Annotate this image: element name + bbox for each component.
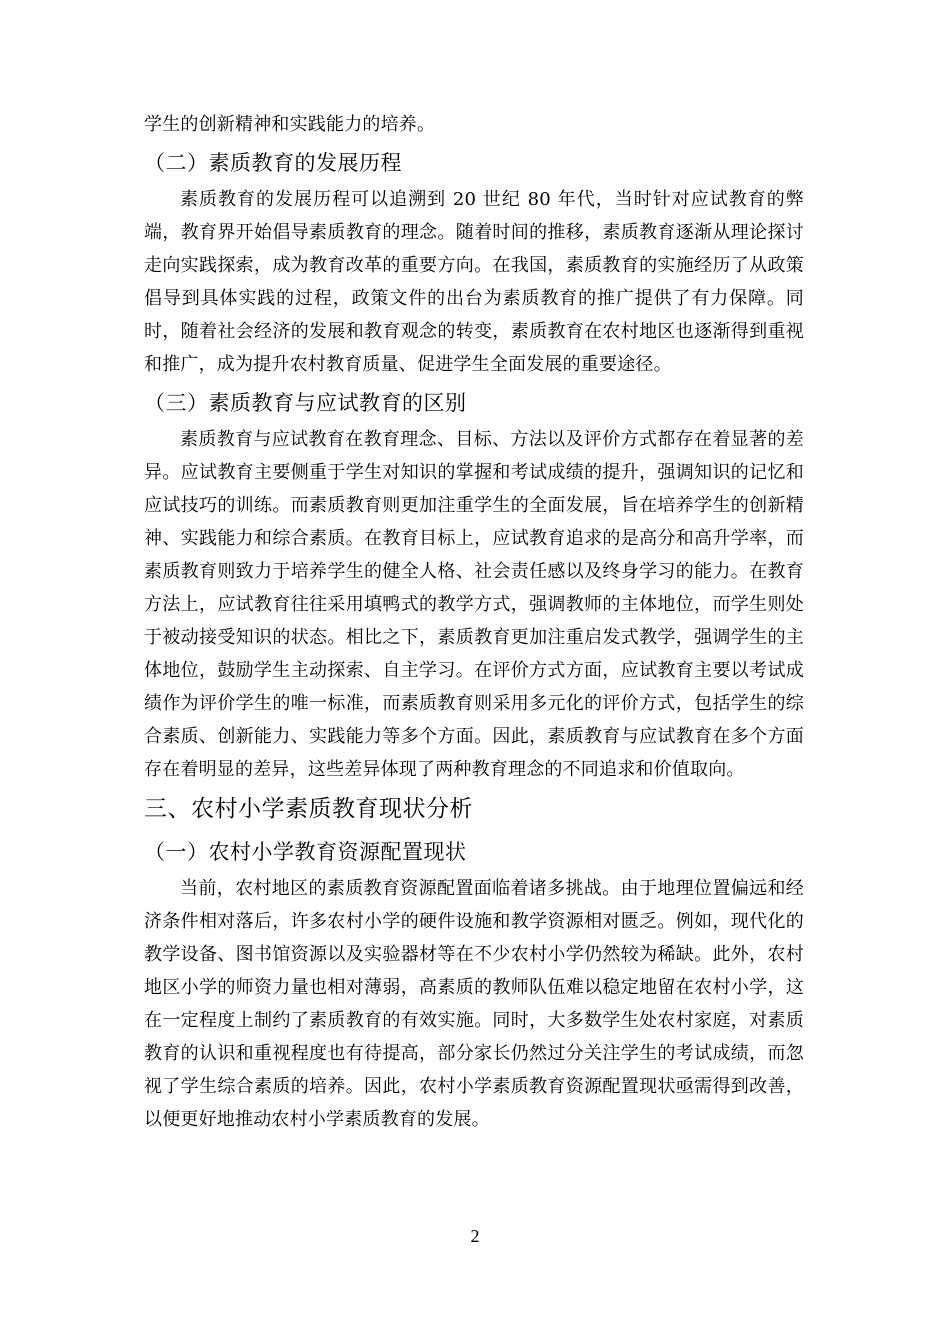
paragraph-differences: 素质教育与应试教育在教育理念、目标、方法以及评价方式都存在着显著的差异。应试教育主要侧重于学生对知识的掌握和考试成绩的提升，强调知识的记忆和应试技巧的训练。而素质教育则更加注重学生的全面发展，旨在培养学生的创新精神、实践能力和综合素质。在教育目标上，应试教育追求的是高分和高升学率，而素质教育则致力于培养学生的健全人格、社会责任感以及终身学习的能力。在教育方法上，应试教育往往采用填鸭式的教学方式，强调教师的主体地位，而学生则处于被动接受知识的状态。相比之下，素质教育更加注重启发式教学，强调学生的主体地位，鼓励学生主动探索、自主学习。在评价方式方面，应试教育主要以考试成绩作为评价学生的唯一标准，而素质教育则采用多元化的评价方式，包括学生的综合素质、创新能力、实践能力等多个方面。因此，素质教育与应试教育在多个方面存在着明显的差异，这些差异体现了两种教育理念的不同追求和价值取向。 bbox=[144, 429, 804, 780]
section-heading-development-history: （二）素质教育的发展历程 bbox=[144, 151, 402, 175]
section-heading-differences: （三）素质教育与应试教育的区别 bbox=[144, 391, 467, 415]
intro-continuation: 学生的创新精神和实践能力的培养。 bbox=[144, 114, 436, 135]
paragraph-development-history: 素质教育的发展历程可以追溯到 20 世纪 80 年代，当时针对应试教育的弊端，教育界开始倡导素质教育的理念。随着时间的推移，素质教育逐渐从理论探讨走向实践探索，成为教育改革的重要方向。在我国，素质教育的实施经历了从政策倡导到具体实践的过程，政策文件的出台为素质教育的推广提供了有力保障。同时，随着社会经济的发展和教育观念的转变，素质教育在农村地区也逐渐得到重视和推广，成为提升农村教育质量、促进学生全面发展的重要途径。 bbox=[144, 189, 804, 375]
paragraph-resource-allocation: 当前，农村地区的素质教育资源配置面临着诸多挑战。由于地理位置偏远和经济条件相对落后，许多农村小学的硬件设施和教学资源相对匮乏。例如，现代化的教学设备、图书馆资源以及实验器材等在不少农村小学仍然较为稀缺。此外，农村地区小学的师资力量也相对薄弱，高素质的教师队伍难以稳定地留在农村小学，这在一定程度上制约了素质教育的有效实施。同时，大多数学生处农村家庭，对素质教育的认识和重视程度也有待提高，部分家长仍然过分关注学生的考试成绩，而忽视了学生综合素质的培养。因此，农村小学素质教育资源配置现状亟需得到改善，以便更好地推动农村小学素质教育的发展。 bbox=[144, 878, 804, 1130]
chapter-heading-current-status: 三、农村小学素质教育现状分析 bbox=[144, 796, 473, 822]
document-page bbox=[144, 108, 804, 1136]
page-number: 2 bbox=[470, 1226, 480, 1246]
section-heading-resource-allocation: （一）农村小学教育资源配置现状 bbox=[144, 840, 467, 864]
